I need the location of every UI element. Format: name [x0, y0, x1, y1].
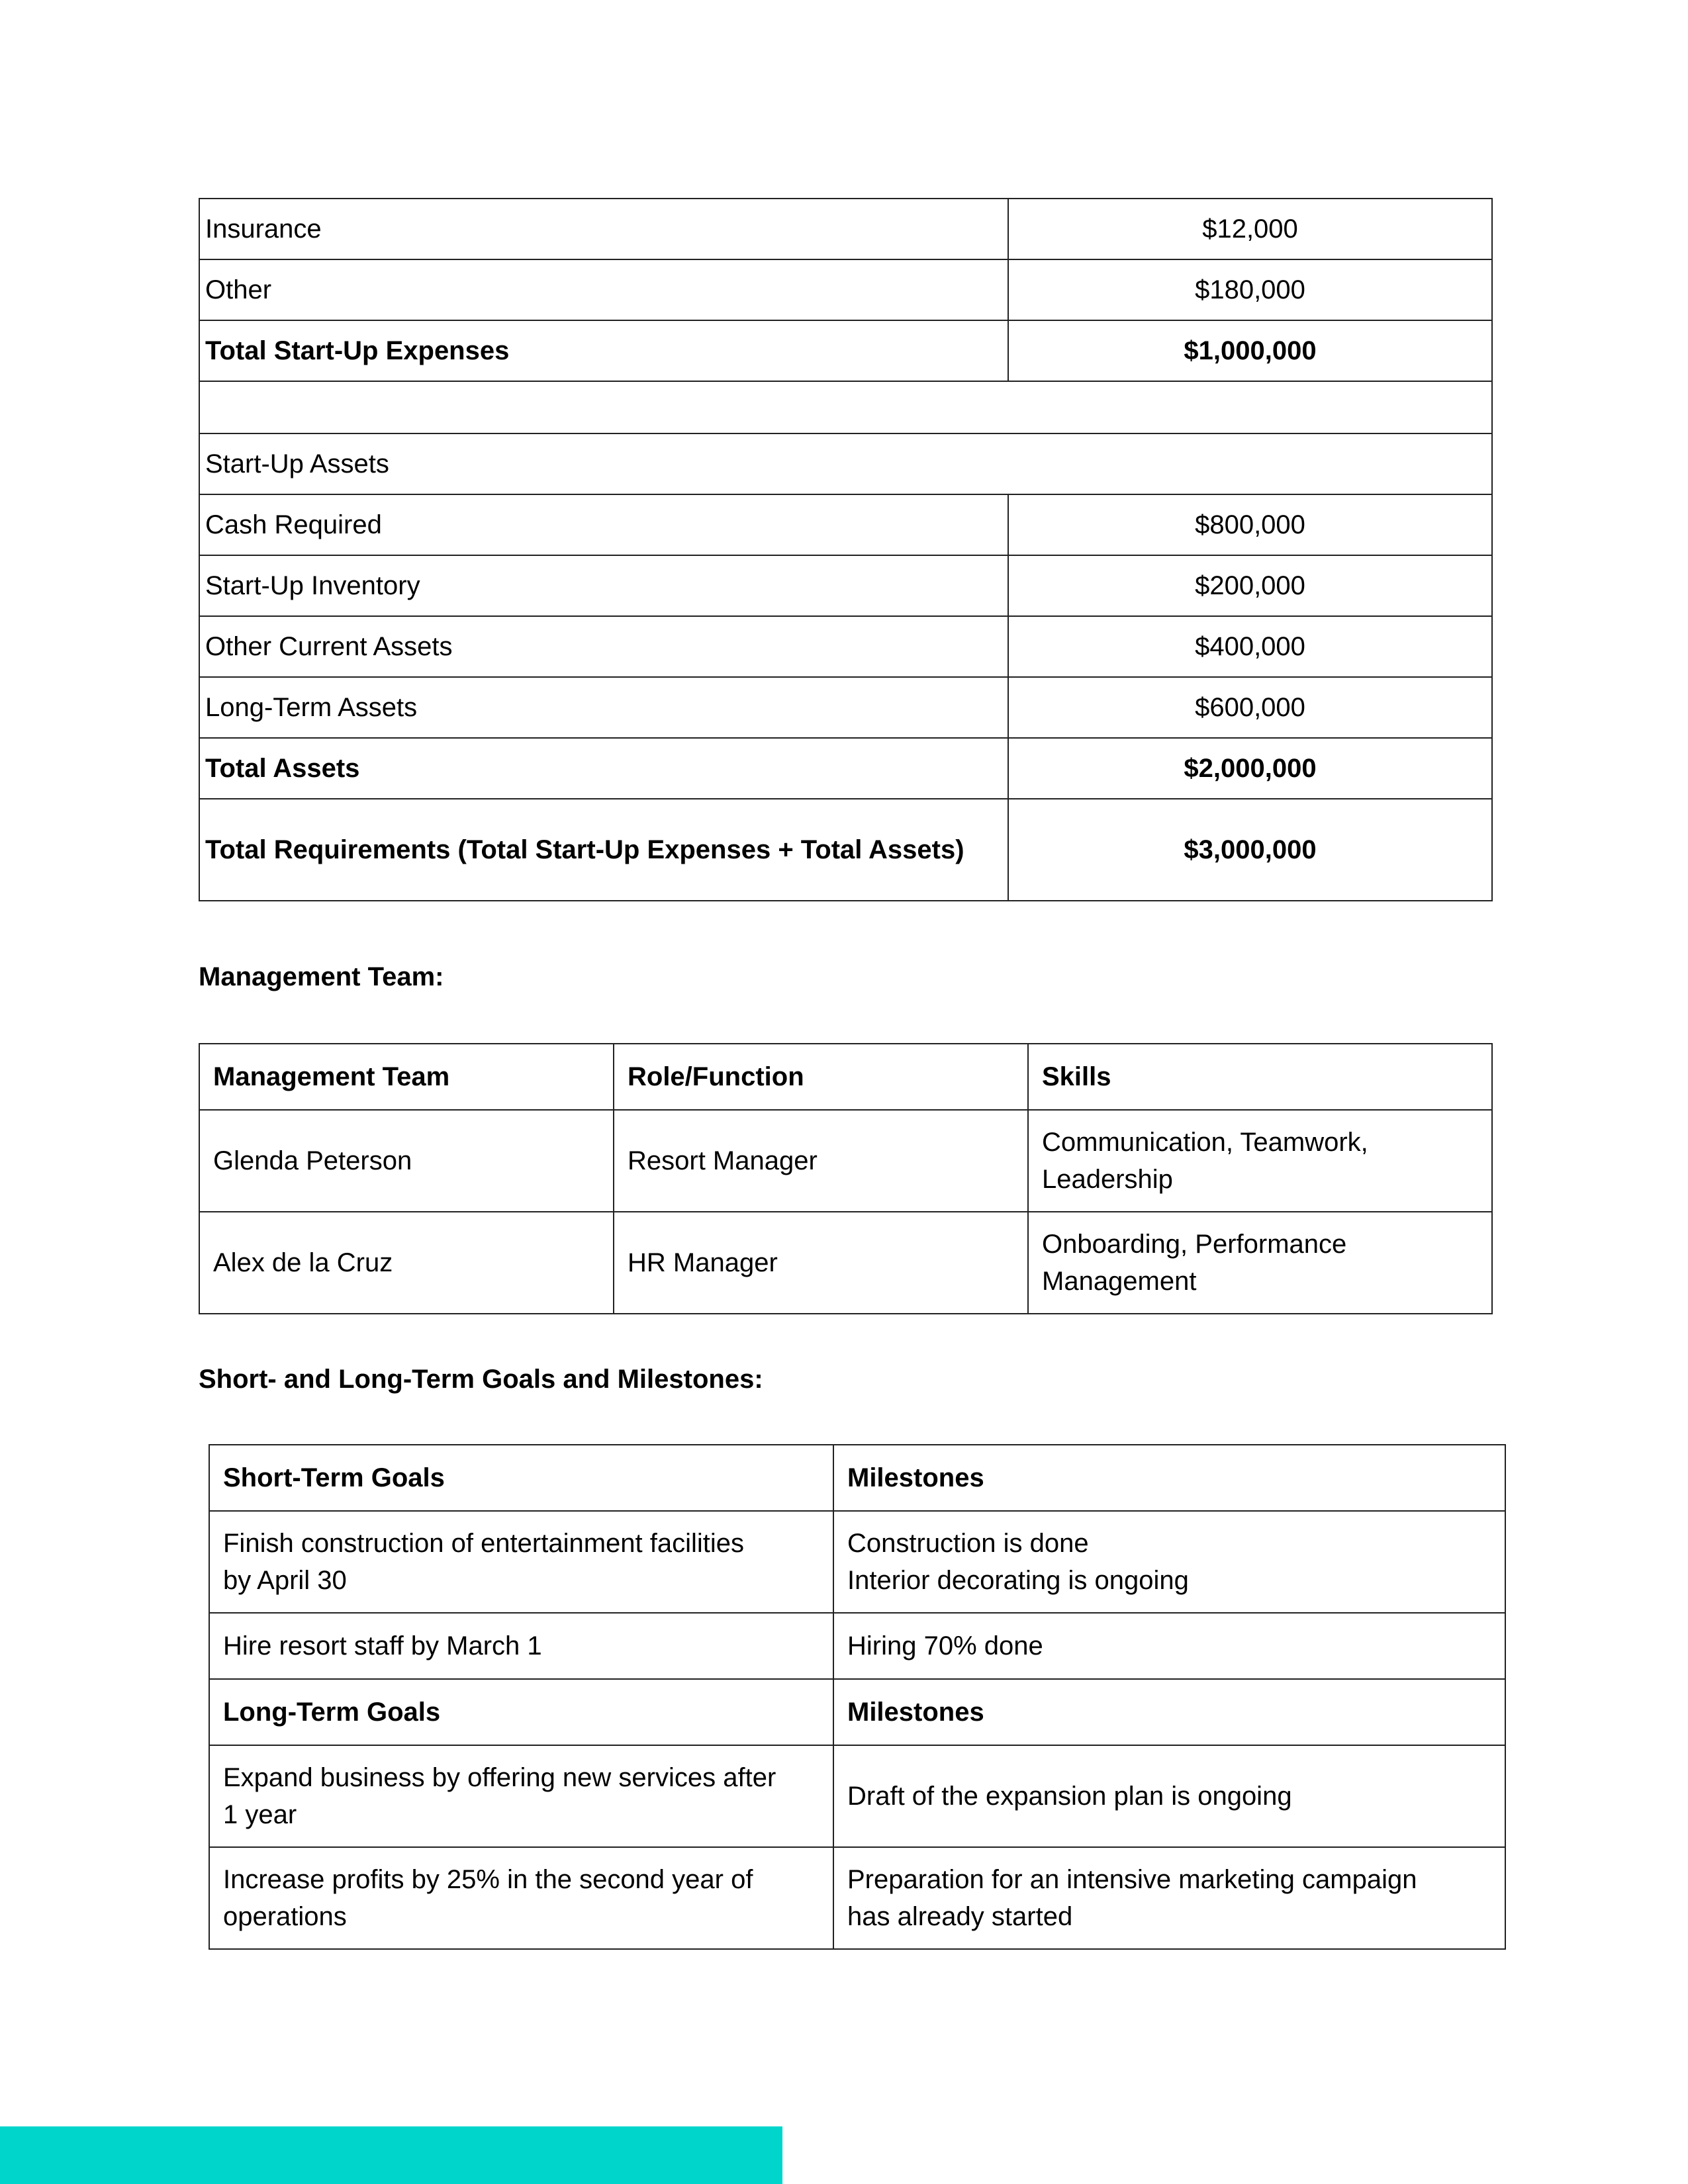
row-label: Start-Up Inventory — [199, 555, 1008, 616]
table-row — [209, 1511, 1505, 1613]
table-row — [209, 1745, 1505, 1847]
table-header-row — [199, 1044, 1492, 1110]
table-row — [199, 320, 1492, 381]
column-header: Management Team — [199, 1044, 614, 1110]
column-header: Short-Term Goals — [209, 1445, 833, 1511]
table-header-row — [209, 1679, 1505, 1745]
table-row — [209, 1613, 1505, 1679]
table-row — [199, 199, 1492, 259]
management-heading: Management Team: — [199, 962, 444, 991]
table-header-row — [209, 1445, 1505, 1511]
goal-cell: Finish construction of entertainment facilities by April 30 — [209, 1511, 833, 1613]
row-label: Total Start-Up Expenses — [199, 320, 1008, 381]
member-role: Resort Manager — [614, 1110, 1028, 1212]
row-value: $600,000 — [1008, 677, 1492, 738]
table-row — [209, 1847, 1505, 1949]
goals-heading: Short- and Long-Term Goals and Milestones: — [199, 1365, 763, 1394]
row-label: Cash Required — [199, 494, 1008, 555]
table-row — [199, 494, 1492, 555]
table-row — [199, 433, 1492, 494]
blank-cell — [199, 381, 1492, 433]
row-label: Long-Term Assets — [199, 677, 1008, 738]
row-value: $3,000,000 — [1008, 799, 1492, 901]
table-row — [199, 616, 1492, 677]
row-label: Other Current Assets — [199, 616, 1008, 677]
column-header: Milestones — [833, 1445, 1505, 1511]
member-skills: Onboarding, Performance Management — [1028, 1212, 1492, 1314]
row-label: Other — [199, 259, 1008, 320]
row-label: Insurance — [199, 199, 1008, 259]
member-role: HR Manager — [614, 1212, 1028, 1314]
column-header: Long-Term Goals — [209, 1679, 833, 1745]
table-row — [199, 1110, 1492, 1212]
table-row — [199, 259, 1492, 320]
row-value: $200,000 — [1008, 555, 1492, 616]
milestone-cell: Construction is done Interior decorating is ongoing — [833, 1511, 1505, 1613]
member-name: Glenda Peterson — [199, 1110, 614, 1212]
row-value: $180,000 — [1008, 259, 1492, 320]
table-row — [199, 799, 1492, 901]
row-value: $2,000,000 — [1008, 738, 1492, 799]
section-label: Start-Up Assets — [199, 433, 1492, 494]
member-skills: Communication, Teamwork, Leadership — [1028, 1110, 1492, 1212]
milestone-cell: Draft of the expansion plan is ongoing — [833, 1745, 1505, 1847]
table-row — [199, 1212, 1492, 1314]
goal-cell: Hire resort staff by March 1 — [209, 1613, 833, 1679]
row-label: Total Requirements (Total Start-Up Expenses + Total Assets) — [199, 799, 1008, 901]
row-value: $400,000 — [1008, 616, 1492, 677]
column-header: Milestones — [833, 1679, 1505, 1745]
row-value: $12,000 — [1008, 199, 1492, 259]
row-value: $1,000,000 — [1008, 320, 1492, 381]
milestone-cell: Hiring 70% done — [833, 1613, 1505, 1679]
column-header: Role/Function — [614, 1044, 1028, 1110]
column-header: Skills — [1028, 1044, 1492, 1110]
goal-cell: Expand business by offering new services after 1 year — [209, 1745, 833, 1847]
startup-table — [199, 198, 1493, 901]
row-value: $800,000 — [1008, 494, 1492, 555]
milestone-cell: Preparation for an intensive marketing campaign has already started — [833, 1847, 1505, 1949]
table-row — [199, 738, 1492, 799]
goals-table — [209, 1444, 1506, 1950]
member-name: Alex de la Cruz — [199, 1212, 614, 1314]
management-table — [199, 1043, 1493, 1314]
table-row — [199, 555, 1492, 616]
goal-cell: Increase profits by 25% in the second year of operations — [209, 1847, 833, 1949]
accent-bar — [0, 2126, 782, 2184]
row-label: Total Assets — [199, 738, 1008, 799]
table-row — [199, 677, 1492, 738]
blank-row — [199, 381, 1492, 433]
